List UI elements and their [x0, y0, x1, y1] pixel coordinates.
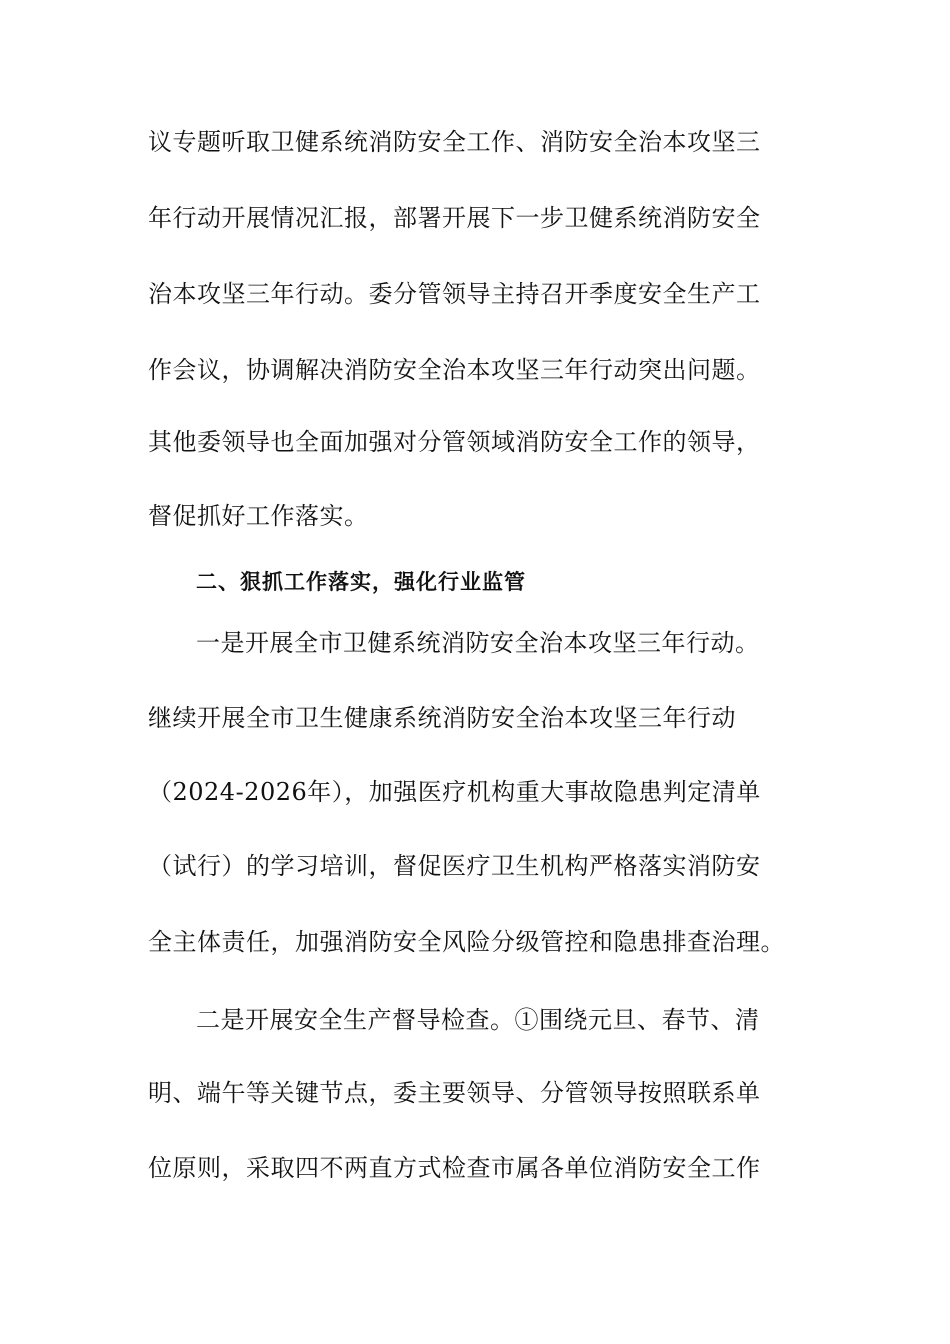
paragraph-line: 作会议，协调解决消防安全治本攻坚三年行动突出问题。 [148, 356, 761, 384]
paragraph-line: （试行）的学习培训，督促医疗卫生机构严格落实消防安 [148, 852, 761, 880]
paragraph-line: 全主体责任，加强消防安全风险分级管控和隐患排查治理。 [148, 928, 785, 956]
paragraph-line: 明、端午等关键节点，委主要领导、分管领导按照联系单 [148, 1079, 761, 1107]
paragraph-line: 督促抓好工作落实。 [148, 502, 369, 530]
paragraph-line: 位原则，采取四不两直方式检查市属各单位消防安全工作 [148, 1154, 761, 1182]
paragraph-line: 继续开展全市卫生健康系统消防安全治本攻坚三年行动 [148, 704, 736, 732]
paragraph-line: （2024-2026年），加强医疗机构重大事故隐患判定清单 [148, 778, 761, 806]
paragraph-line: 议专题听取卫健系统消防安全工作、消防安全治本攻坚三 [148, 128, 761, 156]
paragraph-line: 年行动开展情况汇报，部署开展下一步卫健系统消防安全 [148, 204, 761, 232]
section-heading: 二、狠抓工作落实，强化行业监管 [196, 569, 526, 594]
paragraph-line: 一是开展全市卫健系统消防安全治本攻坚三年行动。 [196, 629, 760, 657]
paragraph-line: 其他委领导也全面加强对分管领域消防安全工作的领导， [148, 428, 761, 456]
paragraph-line: 二是开展安全生产督导检查。①围绕元旦、春节、清 [196, 1006, 760, 1034]
paragraph-line: 治本攻坚三年行动。委分管领导主持召开季度安全生产工 [148, 280, 761, 308]
